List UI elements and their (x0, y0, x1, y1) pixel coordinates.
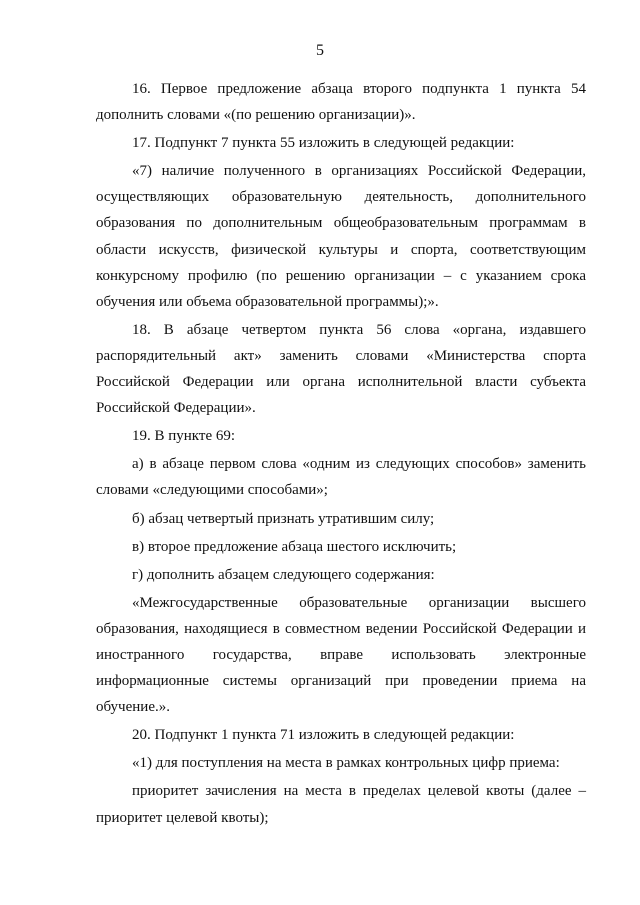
paragraph-16: 16. Первое предложение абзаца второго подпункта 1 пункта 54 дополнить словами «(по решению организации)». (96, 81, 586, 124)
paragraph-20-item-1: «1) для поступления на места в рамках контрольных цифр приема: (132, 755, 560, 772)
document-body (96, 76, 586, 831)
paragraph-20-priority: приоритет зачисления на места в пределах целевой квоты (далее – приоритет целевой квоты); (96, 783, 586, 826)
page-number: 5 (316, 42, 324, 59)
paragraph-19-g-quote: «Межгосударственные образовательные организации высшего образования, находящиеся в совместном ведении Российской Федерации и иностранного государства, вправе использовать электронные информационные системы организаций при проведении приема на обучение.». (96, 594, 586, 716)
paragraph-19-b: б) абзац четвертый признать утратившим силу; (132, 510, 435, 527)
paragraph-20: 20. Подпункт 1 пункта 71 изложить в следующей редакции: (132, 727, 515, 744)
paragraph-19-v: в) второе предложение абзаца шестого исключить; (132, 538, 457, 555)
paragraph-19-a: а) в абзаце первом слова «одним из следующих способов» заменить словами «следующими способами»; (96, 456, 586, 499)
paragraph-17-quote: «7) наличие полученного в организациях Российской Федерации, осуществляющих образовательную деятельность, дополнительного образования по дополнительным общеобразовательным программам в области искусств, физической культуры и спорта, соответствующим конкурсному профилю (по решению организации – с указанием срока обучения или объема образовательной программы);». (96, 163, 586, 310)
paragraph-17: 17. Подпункт 7 пункта 55 изложить в следующей редакции: (132, 135, 515, 152)
paragraph-19: 19. В пункте 69: (132, 428, 236, 445)
paragraph-18: 18. В абзаце четвертом пункта 56 слова «органа, издавшего распорядительный акт» заменить словами «Министерства спорта Российской Федерации или органа исполнительной власти субъекта Российской Федерации». (96, 321, 586, 417)
paragraph-19-g: г) дополнить абзацем следующего содержания: (132, 566, 435, 583)
